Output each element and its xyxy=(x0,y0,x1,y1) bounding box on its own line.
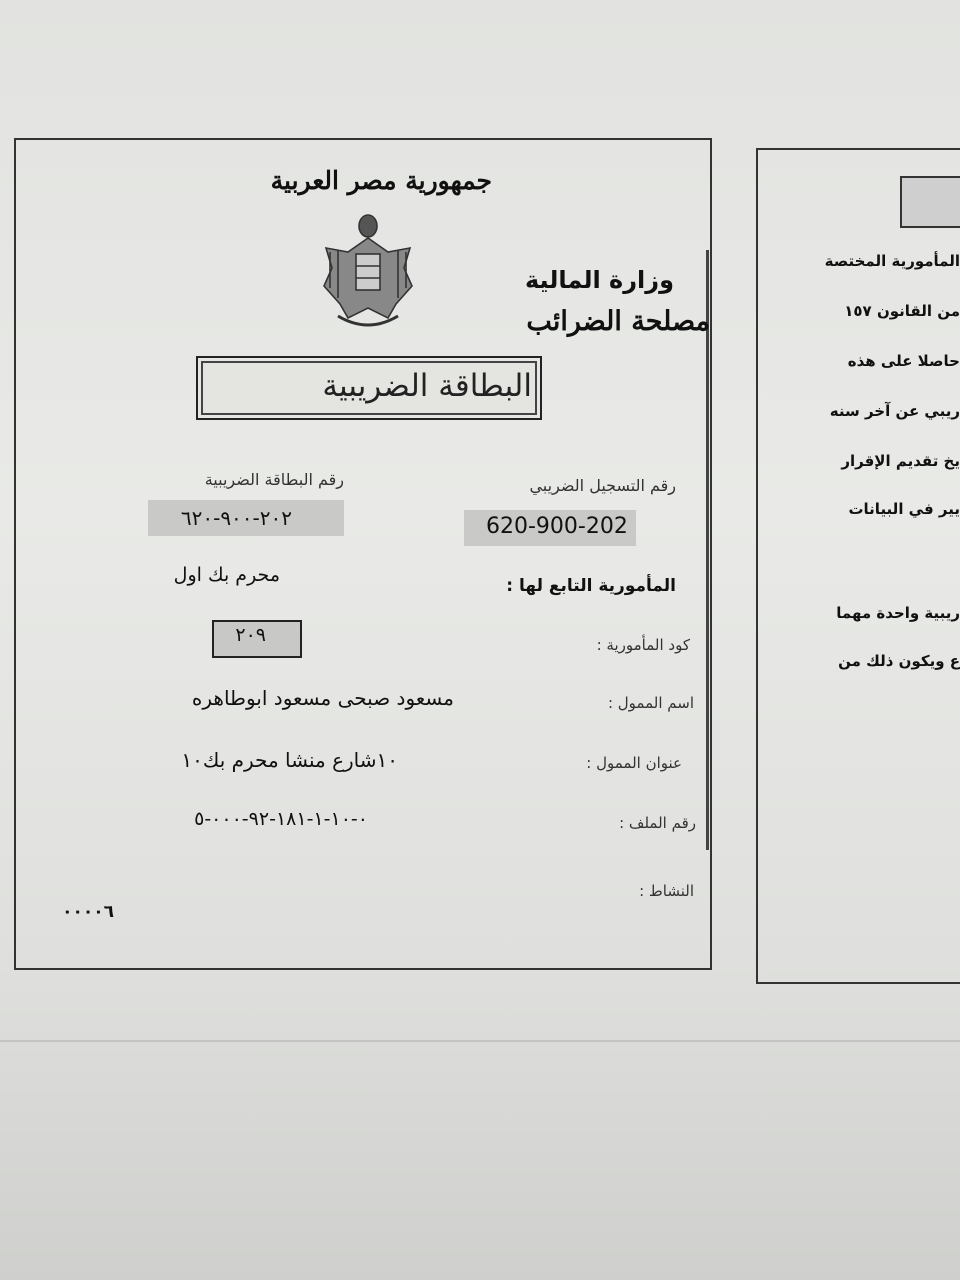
tax-authority-name: مصلحة الضرائب xyxy=(526,306,710,337)
fold-line xyxy=(0,1040,960,1042)
registration-number: 620-900-202 xyxy=(486,514,628,539)
card-title: البطاقة الضريبية xyxy=(322,368,532,404)
republic-name: جمهورية مصر العربية xyxy=(270,166,492,195)
serial-number: ٠٠٠٠٦ xyxy=(62,902,114,922)
office-code-label: كود المأمورية : xyxy=(596,636,690,654)
office-value: محرم بك اول xyxy=(173,564,280,586)
card-number: ٢٠٢-٩٠٠-٦٢٠ xyxy=(180,506,292,530)
taxpayer-name: مسعود صبحى مسعود ابوطاهره xyxy=(191,686,454,710)
back-line-8: ع ويكون ذلك من xyxy=(838,652,960,670)
office-code: ٢٠٩ xyxy=(235,624,266,646)
taxpayer-address-label: عنوان الممول : xyxy=(586,754,682,772)
registration-label: رقم التسجيل الضريبي xyxy=(529,476,676,495)
back-page-border xyxy=(756,148,960,984)
eagle-emblem-icon xyxy=(318,208,418,336)
office-label: المأمورية التابع لها : xyxy=(506,576,676,596)
card-edge xyxy=(706,250,715,850)
back-line-4: ريبي عن آخر سنه xyxy=(829,402,960,420)
back-line-6: يير في البيانات xyxy=(848,500,960,518)
taxpayer-name-label: اسم الممول : xyxy=(607,694,694,712)
back-line-2: من القانون ١٥٧ xyxy=(844,302,960,320)
back-line-5: يخ تقديم الإقرار xyxy=(841,452,960,470)
back-line-3: حاصلا على هذه xyxy=(847,352,960,370)
file-number-label: رقم الملف : xyxy=(619,814,696,832)
back-line-7: ريبية واحدة مهما xyxy=(836,604,960,622)
back-line-1: المأمورية المختصة xyxy=(824,252,960,270)
file-number: ٠-١٠-١-١٨١-٩٢-٠٠٠-٥ xyxy=(194,808,368,830)
back-page-box xyxy=(900,176,960,228)
card-number-label: رقم البطاقة الضريبية xyxy=(204,470,344,489)
ministry-name: وزارة المالية xyxy=(524,266,674,294)
taxpayer-address: ١٠شارع منشا محرم بك١٠ xyxy=(181,748,398,772)
activity-label: النشاط : xyxy=(639,882,694,900)
